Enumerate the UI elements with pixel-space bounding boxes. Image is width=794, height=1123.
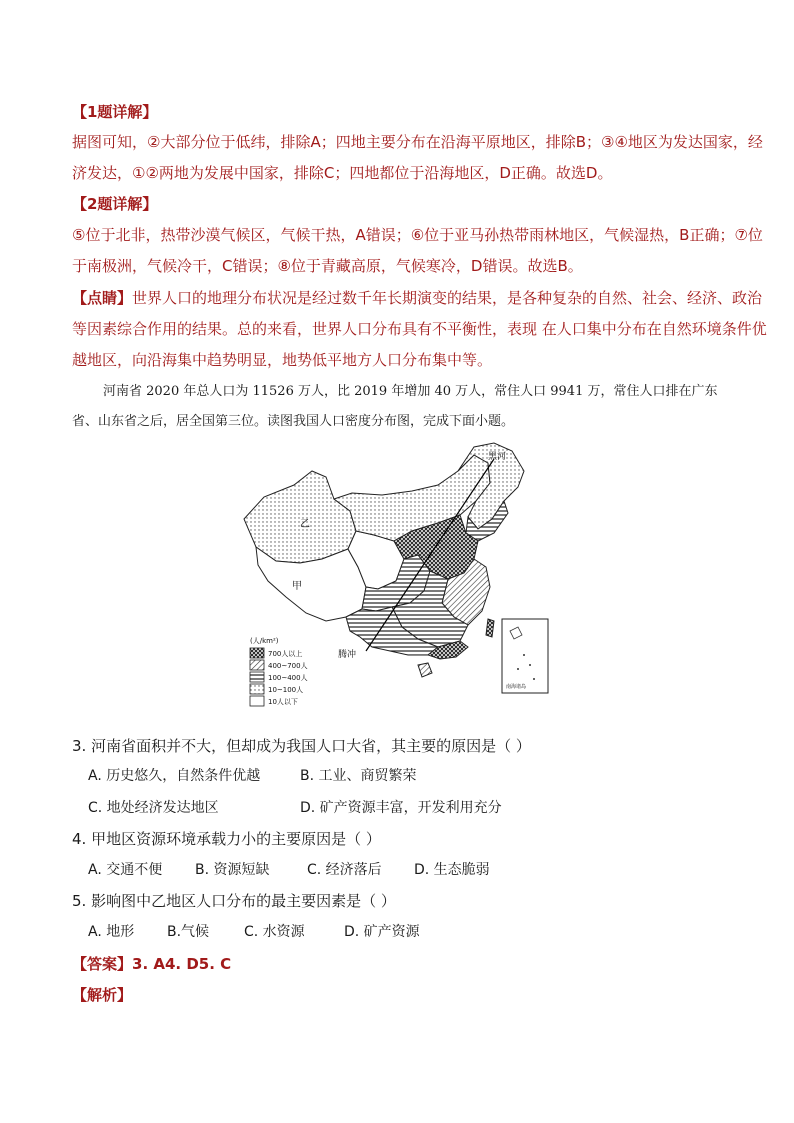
label-heihe: 黑河: [488, 452, 507, 462]
intro-line-2: 省、山东省之后，居全国第三位。读图我国人口密度分布图，完成下面小题。: [72, 414, 515, 429]
note-line-2: 等因素综合作用的结果。总的来看，世界人口分布具有不平衡性，表现 在人口集中分布在自然环境条件优: [72, 320, 767, 338]
q1-detail-heading: 【1题详解】: [72, 103, 158, 121]
q3-option-c[interactable]: C. 地处经济发达地区: [88, 800, 219, 816]
legend-item-1: 700人以上: [268, 650, 303, 658]
q3-option-b[interactable]: B. 工业、商贸繁荣: [300, 768, 417, 784]
analysis-heading: 【解析】: [72, 986, 133, 1004]
label-yi: 乙: [300, 519, 310, 530]
region-xinjiang: [244, 471, 356, 563]
label-jia: 甲: [292, 581, 302, 592]
answer-heading: 【答案】: [72, 955, 133, 973]
q4-option-c[interactable]: C. 经济落后: [307, 862, 382, 878]
question-3-stem: 3. 河南省面积并不大，但却成为我国人口大省，其主要的原因是（ ）: [72, 737, 531, 755]
question-5-stem: 5. 影响图中乙地区人口分布的最主要因素是（ ）: [72, 892, 396, 910]
q5-option-a[interactable]: A. 地形: [88, 924, 135, 940]
legend-title: (人/km²): [250, 637, 279, 645]
q2-detail-line-2: 于南极洲，气候冷干，C错误；⑧位于青藏高原，气候寒冷，D错误。故选B。: [72, 257, 583, 275]
q5-option-d[interactable]: D. 矿产资源: [344, 924, 420, 940]
q3-option-d[interactable]: D. 矿产资源丰富，开发利用充分: [300, 800, 502, 816]
note-line-1: [72, 288, 762, 308]
label-inset: 南海诸岛: [506, 684, 527, 690]
population-density-map: [242, 441, 552, 717]
q1-detail-line-2: 济发达，①②两地为发展中国家，排除C；四地都位于沿海地区，D正确。故选D。: [72, 164, 613, 182]
q3-option-a[interactable]: A. 历史悠久，自然条件优越: [88, 768, 261, 784]
question-4-stem: 4. 甲地区资源环境承载力小的主要原因是（ ）: [72, 830, 381, 848]
q5-option-c[interactable]: C. 水资源: [244, 924, 305, 940]
legend-item-4: 10~100人: [268, 686, 304, 694]
map-legend: [250, 648, 264, 706]
region-hainan: [418, 663, 432, 677]
legend-item-5: 10人以下: [268, 698, 298, 706]
q1-detail-line-1: 据图可知，②大部分位于低纬，排除A；四地主要分布在沿海平原地区，排除B；③④地区为发达国家，经: [72, 133, 763, 151]
q4-option-d[interactable]: D. 生态脆弱: [414, 862, 490, 878]
south-sea-inset: [502, 619, 548, 693]
q2-detail-heading: 【2题详解】: [72, 195, 158, 213]
q5-option-b[interactable]: B.气候: [167, 924, 210, 940]
note-line-3: 越地区，向沿海集中趋势明显，地势低平地方人口分布集中等。: [72, 351, 493, 369]
q2-detail-line-1: ⑤位于北非，热带沙漠气候区，气候干热，A错误；⑥位于亚马孙热带雨林地区，气候湿热，B正确；⑦位: [72, 226, 763, 244]
note-text-1: 世界人口的地理分布状况是经过数千年长期演变的结果，是各种复杂的自然、社会、经济、政治: [132, 289, 763, 307]
legend-item-3: 100~400人: [268, 674, 308, 682]
answer-line: [72, 954, 231, 974]
q4-option-a[interactable]: A. 交通不便: [88, 862, 163, 878]
legend-item-2: 400~700人: [268, 662, 308, 670]
label-tengchong: 腾冲: [338, 650, 357, 660]
intro-line-1: 河南省 2020 年总人口为 11526 万人，比 2019 年增加 40 万人，常住人口 9941 万，常住人口排在广东: [103, 384, 718, 399]
answer-text: 3. A4. D5. C: [132, 955, 232, 973]
note-heading: 【点睛】: [72, 289, 133, 307]
q4-option-b[interactable]: B. 资源短缺: [195, 862, 270, 878]
region-taiwan: [486, 619, 494, 637]
